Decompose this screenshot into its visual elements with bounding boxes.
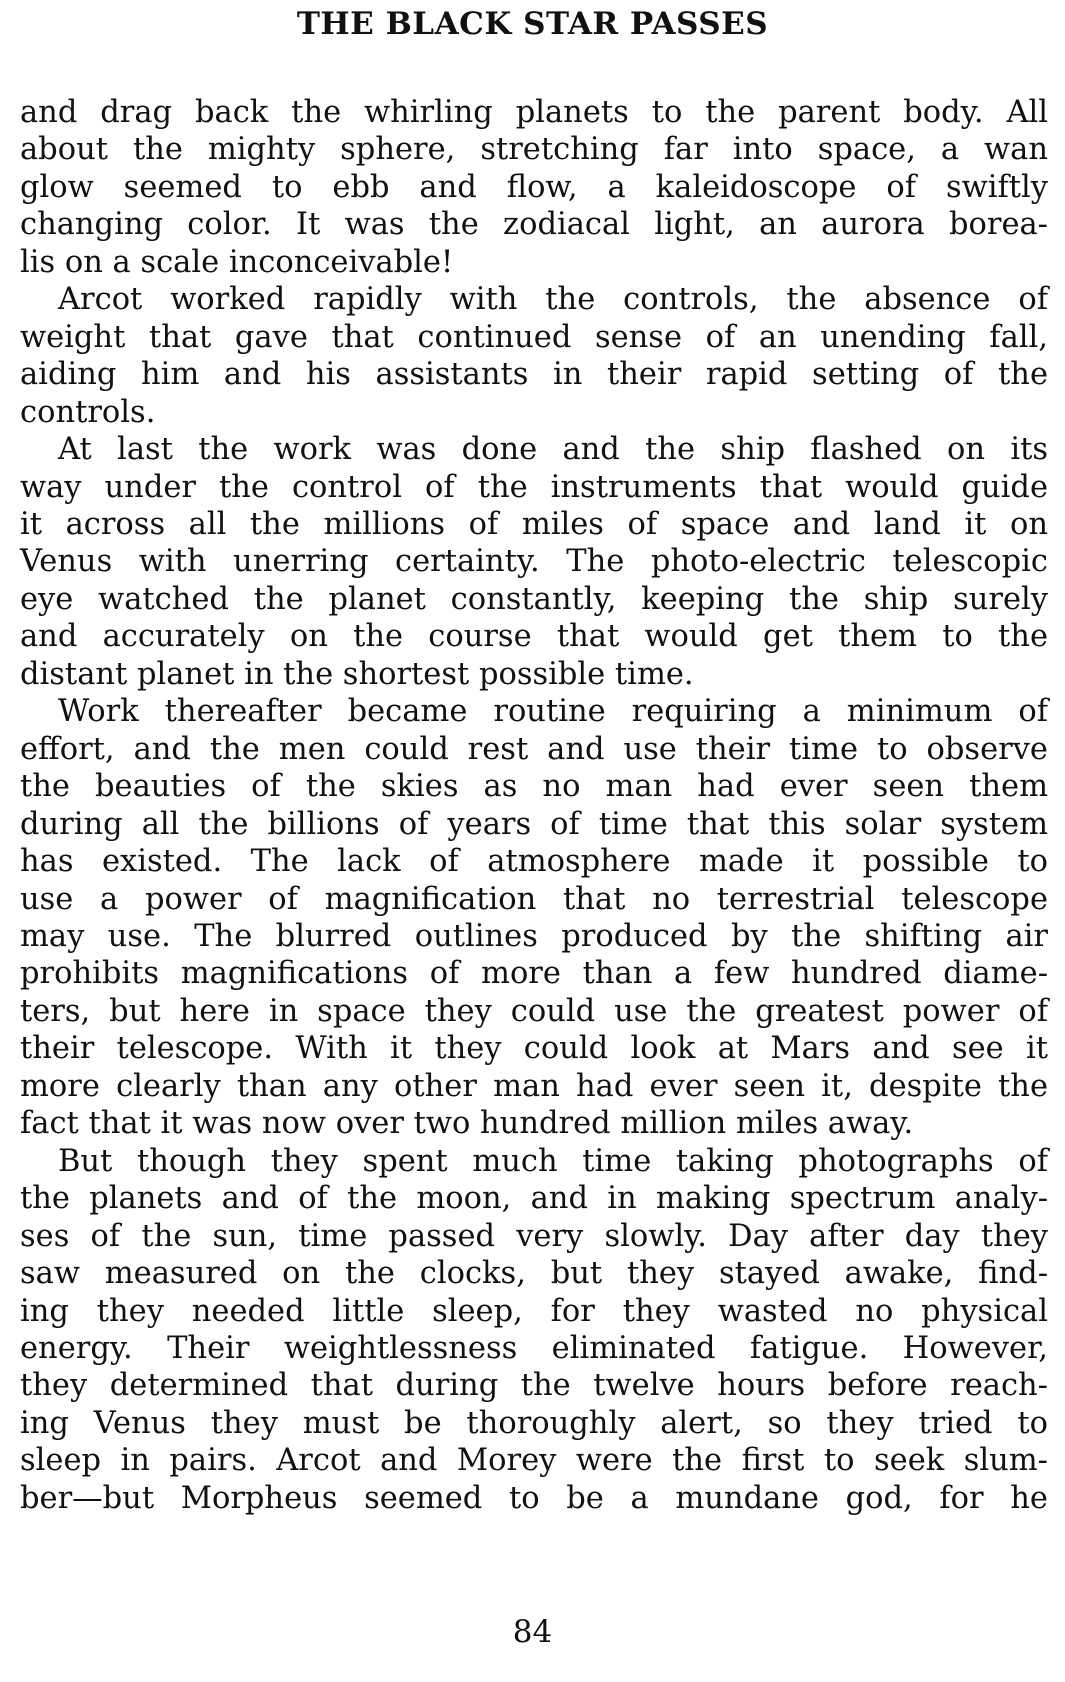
text-line: Work thereafter became routine requiring a minimum of [58, 694, 1048, 730]
text-line: way under the control of the instruments that would guide [20, 469, 1048, 505]
text-line: controls. [20, 394, 156, 430]
text-line: prohibits magnifications of more than a few hundred diame- [20, 956, 1048, 992]
text-line: about the mighty sphere, stretching far into space, a wan [20, 132, 1048, 168]
text-line: and drag back the whirling planets to the parent body. All [20, 95, 1048, 130]
text-line: Venus with unerring certainty. The photo-electric telescopic [20, 544, 1048, 580]
paragraph [20, 431, 1048, 693]
paragraph [20, 693, 1048, 1142]
text-line: energy. Their weightlessness eliminated fatigue. However, [20, 1330, 1048, 1366]
text-line: the beauties of the skies as no man had ever seen them [20, 769, 1048, 805]
text-line: But though they spent much time taking photographs of [58, 1143, 1048, 1179]
text-line: during all the billions of years of time that this solar system [20, 806, 1048, 842]
text-line: weight that gave that continued sense of an unending fall, [20, 319, 1048, 355]
text-line: glow seemed to ebb and flow, a kaleidoscope of swiftly [20, 169, 1048, 205]
paragraph [20, 281, 1048, 431]
text-line: changing color. It was the zodiacal light, an aurora borea- [20, 207, 1048, 243]
text-line: their telescope. With it they could look at Mars and see it [20, 1031, 1048, 1067]
text-line: ses of the sun, time passed very slowly. Day after day they [20, 1218, 1048, 1254]
text-line: fact that it was now over two hundred million miles away. [20, 1106, 914, 1142]
text-line: it across all the millions of miles of space and land it on [20, 506, 1048, 542]
text-line: they determined that during the twelve hours before reach- [20, 1368, 1048, 1404]
text-line: ing they needed little sleep, for they wasted no physical [20, 1293, 1048, 1329]
text-line: aiding him and his assistants in their rapid setting of the [20, 357, 1048, 393]
page-number: 84 [512, 1614, 553, 1650]
text-line: ters, but here in space they could use the greatest power of [20, 993, 1048, 1029]
text-line: effort, and the men could rest and use their time to observe [20, 731, 1048, 767]
text-line: and accurately on the course that would get them to the [20, 619, 1048, 655]
text-line: eye watched the planet constantly, keeping the ship surely [20, 581, 1048, 617]
paragraph [20, 94, 1048, 281]
body-text [20, 94, 1048, 1517]
text-line: may use. The blurred outlines produced by the shifting air [20, 918, 1048, 954]
text-line: use a power of magnification that no terrestrial telescope [20, 881, 1048, 917]
text-line: has existed. The lack of atmosphere made it possible to [20, 844, 1048, 880]
paragraph [20, 1143, 1048, 1518]
text-line: sleep in pairs. Arcot and Morey were the first to seek slum- [20, 1443, 1048, 1479]
text-line: At last the work was done and the ship flashed on its [58, 432, 1048, 468]
text-line: Arcot worked rapidly with the controls, the absence of [58, 282, 1048, 318]
text-line: ing Venus they must be thoroughly alert, so they tried to [20, 1405, 1048, 1441]
text-line: the planets and of the moon, and in making spectrum analy- [20, 1181, 1048, 1217]
text-line: distant planet in the shortest possible time. [20, 656, 694, 692]
text-line: ber—but Morpheus seemed to be a mundane god, for he [20, 1480, 1048, 1516]
text-line: more clearly than any other man had ever seen it, despite the [20, 1068, 1048, 1104]
text-line: saw measured on the clocks, but they stayed awake, find- [20, 1256, 1048, 1292]
text-line: lis on a scale inconceivable! [20, 244, 454, 280]
running-head: THE BLACK STAR PASSES [296, 6, 769, 42]
